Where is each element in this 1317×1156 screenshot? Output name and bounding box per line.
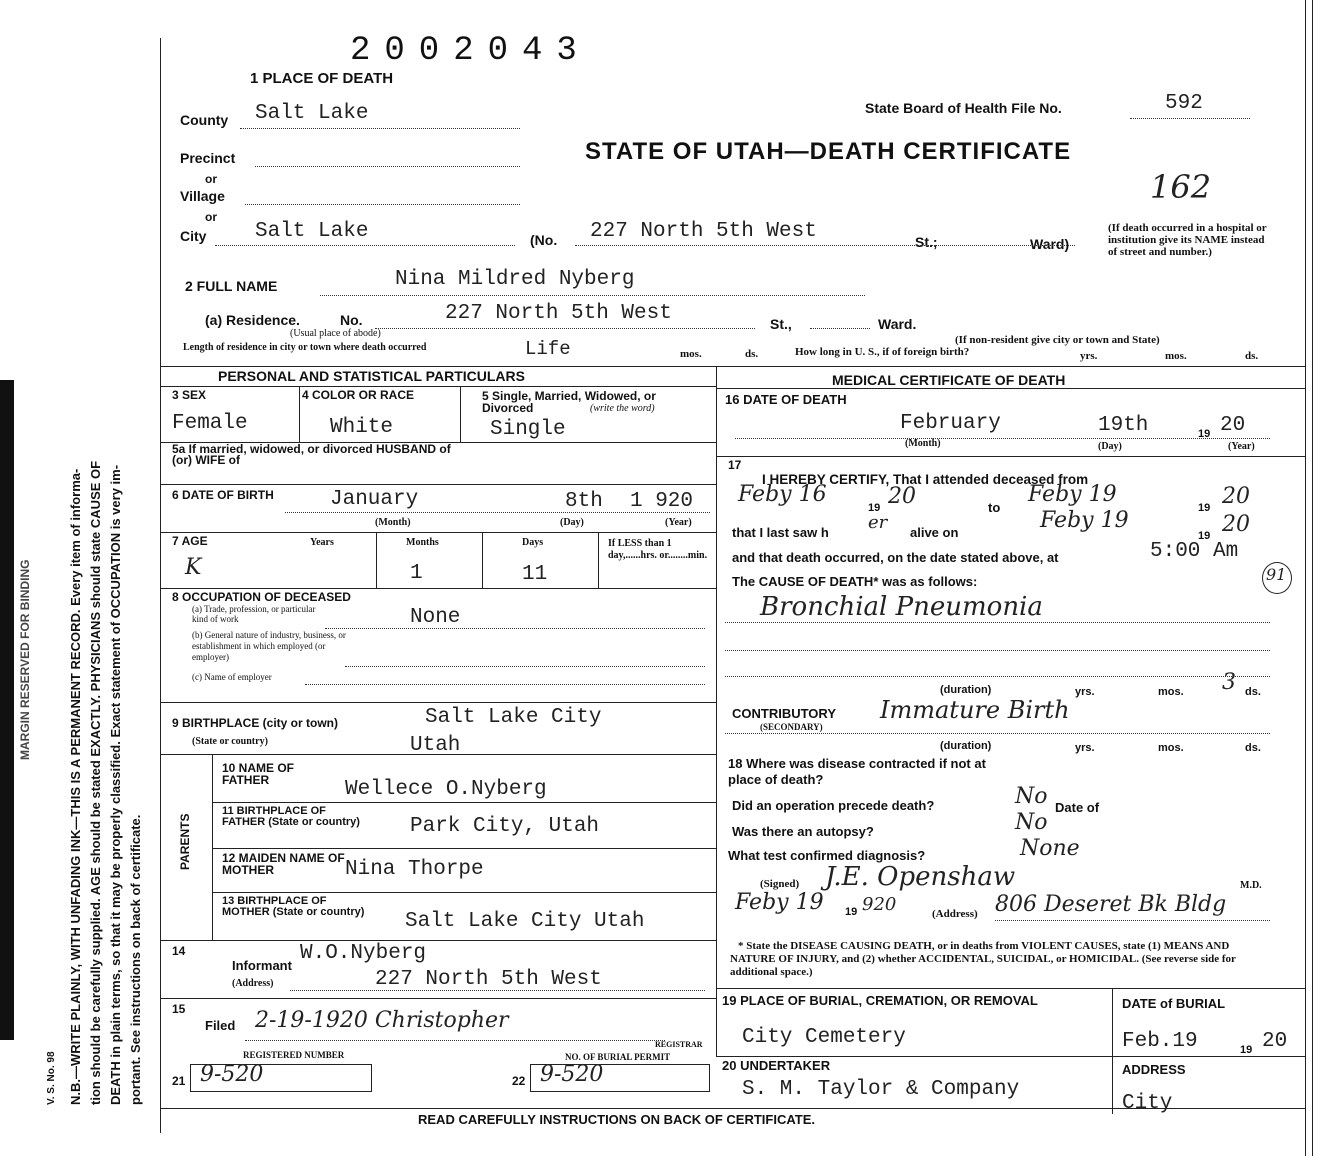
- birthplace-city: Salt Lake City: [425, 706, 602, 729]
- duration-label-2: (duration): [940, 740, 992, 752]
- handwritten-number: 162: [1150, 168, 1212, 206]
- dob-day: 8th: [565, 490, 603, 513]
- cause-value: Bronchial Pneumonia: [760, 592, 1043, 622]
- how-long-mos-label: mos.: [1165, 350, 1187, 362]
- duration-mos-value: 3: [1222, 670, 1236, 695]
- mother-name-value: Nina Thorpe: [345, 858, 484, 881]
- signed-date: Feby 19: [735, 890, 824, 915]
- village-label: Village: [180, 188, 225, 204]
- age-days-label: Days: [522, 537, 544, 548]
- how-long-ds-label: ds.: [1245, 350, 1259, 362]
- test-label: What test confirmed diagnosis?: [728, 848, 926, 863]
- occupation-value: None: [410, 606, 461, 629]
- city-label: City: [180, 228, 207, 244]
- signed-value: J.E. Openshaw: [825, 862, 1016, 892]
- burial-date-value: Feb.19: [1122, 1030, 1198, 1053]
- burial-permit-field: 22: [512, 1074, 526, 1088]
- mother-birthplace-value: Salt Lake City Utah: [405, 910, 645, 933]
- personal-header: PERSONAL AND STATISTICAL PARTICULARS: [218, 368, 525, 384]
- age-years-value: K: [185, 555, 202, 580]
- alive-on-label: alive on: [910, 525, 959, 540]
- informant-address-label: (Address): [232, 978, 274, 989]
- dob-day-caption: (Day): [560, 517, 584, 528]
- informant-address-value: 227 North 5th West: [375, 968, 602, 991]
- father-birthplace-value: Park City, Utah: [410, 815, 600, 838]
- signed-address-label: (Address): [932, 908, 978, 920]
- length-of-residence-label: Length of residence in city or town where death occurred: [183, 342, 427, 353]
- date-of-death-month: February: [900, 412, 1001, 435]
- undertaker-address-value: City: [1122, 1092, 1173, 1115]
- signed-label: (Signed): [760, 878, 800, 890]
- undertaker-label: 20 UNDERTAKER: [722, 1058, 831, 1073]
- autopsy-label: Was there an autopsy?: [732, 824, 874, 839]
- certify-text: I HEREBY CERTIFY, That I attended deceased from: [762, 472, 1089, 487]
- signed-address: 806 Deseret Bk Bldg: [995, 892, 1227, 917]
- dob-year: 1 920: [630, 490, 694, 513]
- margin-note: MARGIN RESERVED FOR BINDING: [18, 559, 32, 760]
- informant-label: Informant: [232, 958, 292, 973]
- undertaker-address-label: ADDRESS: [1122, 1062, 1186, 1077]
- dob-month: January: [330, 488, 419, 511]
- last-saw-label: that I last saw h: [732, 525, 829, 540]
- or-label-2: or: [205, 210, 217, 224]
- form-left-border: [160, 38, 161, 1133]
- residence-ward-label: Ward.: [878, 316, 917, 332]
- death-occurred-label: and that death occurred, on the date stated above, at: [732, 550, 1059, 565]
- side-note-4: portant. See instructions on back of certificate.: [128, 814, 143, 1105]
- how-long-label: How long in U. S., if of foreign birth?: [795, 346, 970, 358]
- residence-st-label: St.,: [770, 316, 792, 332]
- footnote: * State the DISEASE CAUSING DEATH, or in deaths from VIOLENT CAUSES, state (1) MEANS AND NATURE OF INJURY, and (2) whether ACCIDENTAL, SUICIDAL, or HOMICIDAL. (See reverse side for additional space.): [730, 940, 1236, 978]
- column-divider: [716, 366, 717, 1056]
- md-label: M.D.: [1240, 880, 1262, 891]
- occupation-a-label: (a) Trade, profession, or particular kind of work: [192, 604, 316, 624]
- nonresident-note: (If non-resident give city or town and State): [955, 334, 1160, 346]
- filed-number: 15: [172, 1002, 186, 1016]
- medical-header: MEDICAL CERTIFICATE OF DEATH: [832, 372, 1066, 388]
- length-ds-label: ds.: [745, 348, 759, 360]
- informant-number: 14: [172, 944, 186, 958]
- duration-yrs-label-2: yrs.: [1075, 742, 1095, 754]
- signed-year: 920: [862, 894, 897, 915]
- cause-label: The CAUSE OF DEATH* was as follows:: [732, 574, 978, 589]
- or-label-1: or: [205, 172, 217, 186]
- age-months-value: 1: [410, 562, 423, 585]
- burial-permit-value: 9-520: [540, 1062, 604, 1087]
- state-board-label: State Board of Health File No.: [865, 100, 1062, 116]
- alive-on-year: 20: [1222, 512, 1250, 537]
- birthplace-state: Utah: [410, 734, 461, 757]
- circled-number: [1262, 562, 1292, 594]
- age-less-label: If LESS than 1 day,......hrs. or........min.: [608, 538, 708, 561]
- date-of-death-day: 19th: [1098, 414, 1149, 437]
- birthplace-state-label: (State or country): [192, 736, 268, 747]
- dob-year-caption: (Year): [665, 517, 692, 528]
- county-value: Salt Lake: [255, 102, 369, 125]
- residence-label: (a) Residence.: [205, 312, 300, 328]
- hospital-note: (If death occurred in a hospital or institution give its NAME instead of street and number.): [1108, 222, 1267, 258]
- mother-birthplace-label: 13 BIRTHPLACE OF MOTHER (State or country): [222, 895, 365, 918]
- state-board-number: 592: [1165, 92, 1203, 115]
- father-birthplace-label: 11 BIRTHPLACE OF FATHER (State or country): [222, 805, 360, 828]
- full-name-label: 2 FULL NAME: [185, 278, 278, 294]
- county-label: County: [180, 112, 229, 128]
- father-name-label: 10 NAME OF FATHER: [222, 761, 295, 787]
- form-right-border: [1305, 0, 1306, 1156]
- dob-label: 6 DATE OF BIRTH: [172, 488, 274, 502]
- residence-value: 227 North 5th West: [445, 302, 672, 325]
- test-value: None: [1020, 836, 1080, 861]
- side-note-2: tion should be carefully supplied. AGE should be stated EXACTLY. PHYSICIANS should state CAUSE OF: [88, 460, 103, 1105]
- color-label: 4 COLOR OR RACE: [302, 388, 415, 402]
- operation-value: No: [1015, 784, 1048, 809]
- duration-mos-label-2: mos.: [1158, 742, 1184, 754]
- birthplace-label: 9 BIRTHPLACE (city or town): [172, 716, 339, 730]
- registered-number-value: 9-520: [200, 1062, 264, 1087]
- filed-value: 2-19-1920 Christopher: [255, 1008, 509, 1033]
- date-of-death-year: 20: [1220, 414, 1246, 437]
- attended-from-year: 20: [888, 484, 916, 509]
- how-long-yrs-label: yrs.: [1080, 350, 1098, 362]
- parents-label: PARENTS: [178, 813, 192, 870]
- side-note-3: DEATH in plain terms, so that it may be properly classified. Exact statement of OCCUPATION is very im-: [108, 464, 123, 1105]
- attended-from-year-prefix: 19: [868, 502, 881, 514]
- registered-number-field: 21: [172, 1074, 186, 1088]
- date-of-death-year-prefix: 19: [1198, 428, 1211, 440]
- duration-ds-label-1: ds.: [1245, 686, 1261, 698]
- circled-number-text: 91: [1266, 565, 1287, 584]
- street-ward-label: Ward): [1030, 236, 1070, 252]
- signed-year-prefix: 19: [845, 906, 858, 918]
- operation-label: Did an operation precede death?: [732, 798, 935, 813]
- mother-name-label: 12 MAIDEN NAME OF MOTHER: [222, 851, 345, 877]
- occupation-c-label: (c) Name of employer: [192, 672, 272, 682]
- sex-value: Female: [172, 412, 248, 435]
- occupation-label: 8 OCCUPATION OF DECEASED: [172, 590, 351, 604]
- date-of-label: Date of: [1055, 800, 1100, 815]
- burial-place-label: 19 PLACE OF BURIAL, CREMATION, OR REMOVAL: [722, 993, 1038, 1008]
- marital-label: 5 Single, Married, Widowed, or Divorced: [482, 389, 656, 415]
- attended-to-year-prefix: 19: [1198, 502, 1211, 514]
- attended-from: Feby 16: [738, 482, 827, 507]
- precinct-label: Precinct: [180, 150, 236, 166]
- dod-year-caption: (Year): [1228, 441, 1255, 452]
- occupation-b-label: (b) General nature of industry, business, or establishment in which employed (or employer): [192, 630, 346, 662]
- burial-year-prefix: 19: [1240, 1044, 1253, 1056]
- registrar-label: REGISTRAR: [655, 1040, 703, 1049]
- color-value: White: [330, 416, 394, 439]
- vs-number: V. S. No. 98: [46, 1051, 57, 1105]
- death-time: 5:00 Am: [1150, 540, 1239, 563]
- burial-year-value: 20: [1262, 1030, 1288, 1053]
- contributory-label: CONTRIBUTORY: [732, 706, 836, 721]
- father-name-value: Wellece O.Nyberg: [345, 778, 547, 801]
- marital-note: (write the word): [590, 403, 655, 414]
- contributory-value: Immature Birth: [880, 696, 1070, 724]
- street-value: 227 North 5th West: [590, 220, 817, 243]
- marital-value: Single: [490, 418, 566, 441]
- certify-number: 17: [728, 458, 742, 472]
- certificate-number: 2002043: [350, 32, 591, 70]
- street-st-label: St.;: [915, 234, 938, 250]
- undertaker-value: S. M. Taylor & Company: [742, 1078, 1020, 1101]
- burial-permit-label: NO. OF BURIAL PERMIT: [565, 1052, 671, 1062]
- attended-to: Feby 19: [1028, 482, 1117, 507]
- date-of-death-label: 16 DATE OF DEATH: [725, 392, 847, 407]
- alive-on-year-prefix: 19: [1198, 530, 1211, 542]
- burial-place-value: City Cemetery: [742, 1026, 906, 1049]
- registered-number-label: REGISTERED NUMBER: [243, 1050, 345, 1060]
- street-no-label: (No.: [530, 232, 558, 248]
- usual-place-note: (Usual place of abode): [290, 328, 381, 339]
- autopsy-value: No: [1015, 810, 1048, 835]
- residence-no-label: No.: [340, 312, 363, 328]
- duration-label-1: (duration): [940, 684, 992, 696]
- spouse-label: 5a If married, widowed, or divorced HUSBAND of (or) WIFE of: [172, 442, 451, 467]
- last-saw-her: er: [868, 512, 888, 533]
- alive-on-value: Feby 19: [1040, 508, 1129, 533]
- footer-instructions: READ CAREFULLY INSTRUCTIONS ON BACK OF CERTIFICATE.: [418, 1112, 815, 1127]
- full-name-value: Nina Mildred Nyberg: [395, 268, 635, 291]
- attended-to-year: 20: [1222, 484, 1250, 509]
- to-label: to: [988, 500, 1001, 515]
- age-label: 7 AGE: [172, 534, 208, 548]
- city-value: Salt Lake: [255, 220, 369, 243]
- duration-yrs-label-1: yrs.: [1075, 686, 1095, 698]
- filed-label: Filed: [205, 1018, 236, 1033]
- informant-value: W.O.Nyberg: [300, 942, 427, 965]
- dod-month-caption: (Month): [905, 438, 941, 449]
- duration-mos-label-1: mos.: [1158, 686, 1184, 698]
- side-note-1: N.B.—WRITE PLAINLY, WITH UNFADING INK—THIS IS A PERMANENT RECORD. Every item of informa-: [68, 468, 83, 1105]
- dod-day-caption: (Day): [1098, 441, 1122, 452]
- certificate-title: STATE OF UTAH—DEATH CERTIFICATE: [585, 138, 1072, 165]
- duration-ds-label-2: ds.: [1245, 742, 1261, 754]
- binding-margin-bar: [0, 380, 14, 1040]
- age-days-value: 11: [522, 563, 548, 586]
- length-mos-label: mos.: [680, 348, 702, 360]
- length-of-residence-value: Life: [525, 338, 571, 360]
- place-of-death-label: 1 PLACE OF DEATH: [250, 70, 394, 87]
- dob-month-caption: (Month): [375, 517, 411, 528]
- where-contracted-label: 18 Where was disease contracted if not at place of death?: [728, 756, 986, 787]
- secondary-label: (SECONDARY): [760, 722, 823, 732]
- burial-date-label: DATE of BURIAL: [1122, 996, 1226, 1011]
- age-months-label: Months: [406, 537, 439, 548]
- sex-label: 3 SEX: [172, 388, 207, 402]
- age-years-label: Years: [310, 537, 334, 548]
